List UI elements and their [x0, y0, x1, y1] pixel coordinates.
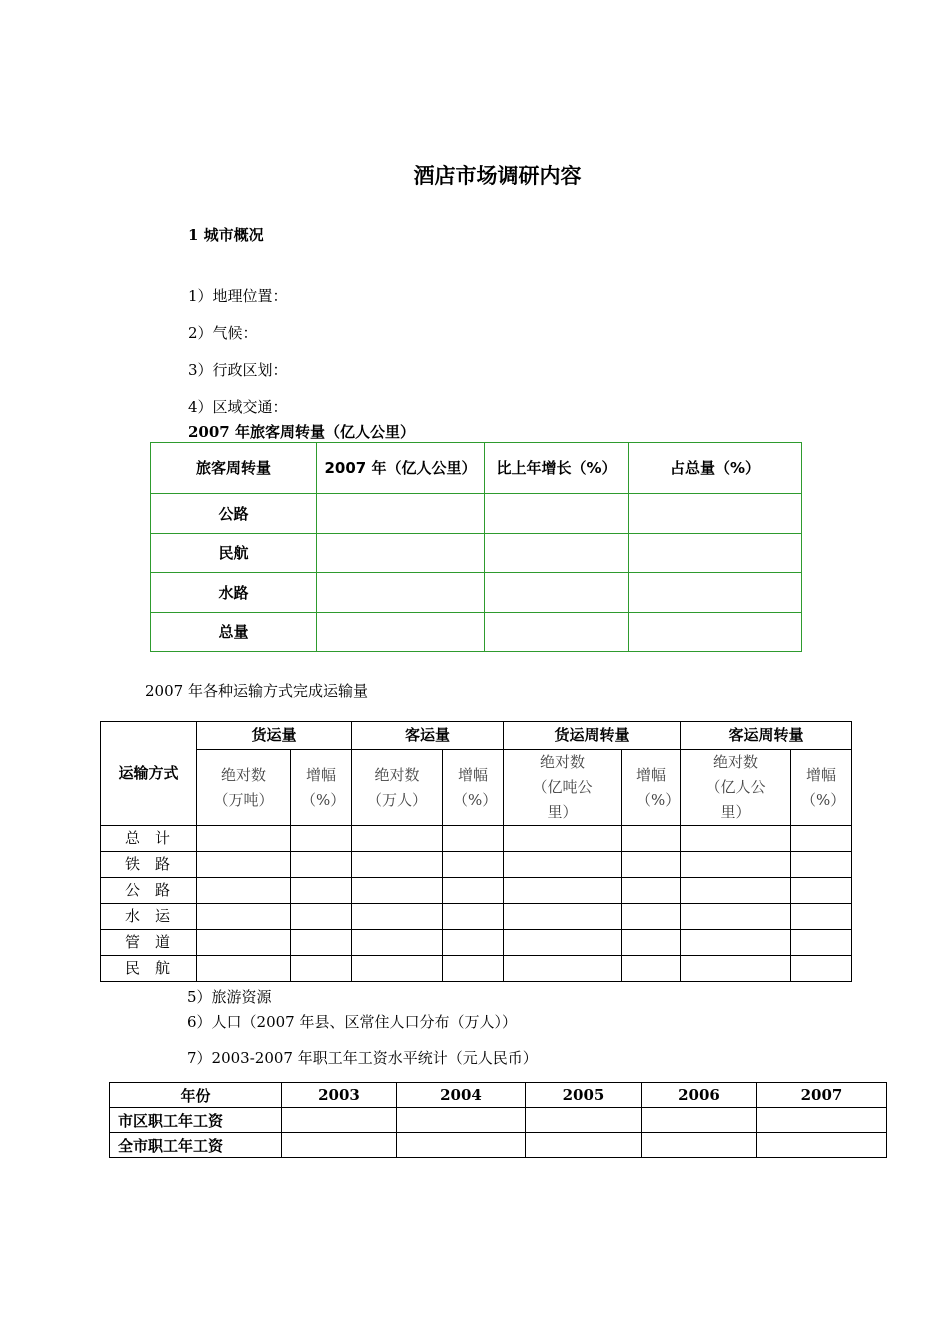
group-header: 客运周转量 [681, 722, 852, 750]
item-admin: 3）行政区划： [188, 361, 288, 379]
table1-header: 比上年增长（%） [485, 443, 629, 494]
item-climate: 2）气候： [188, 324, 258, 342]
year-cell: 2007 [757, 1083, 887, 1108]
year-cell: 2006 [642, 1083, 757, 1108]
table2-caption: 2007 年各种运输方式完成运输量 [145, 682, 368, 700]
table2-row-label: 水 运 [101, 904, 197, 930]
group-header: 货运周转量 [504, 722, 681, 750]
table1-row-label: 水路 [151, 573, 317, 613]
page-title: 酒店市场调研内容 [413, 163, 582, 188]
table3-row-label: 市区职工年工资 [110, 1108, 282, 1133]
table2-row-label: 公 路 [101, 878, 197, 904]
sub-header: 增幅（%） [443, 750, 504, 826]
table2-row-label: 铁 路 [101, 852, 197, 878]
item-tourism: 5）旅游资源 [187, 988, 272, 1006]
item-location: 1）地理位置： [188, 287, 288, 305]
year-cell: 2005 [526, 1083, 642, 1108]
sub-header: 增幅（%） [791, 750, 852, 826]
year-cell: 2004 [397, 1083, 526, 1108]
group-header: 货运量 [197, 722, 352, 750]
table3-row-label: 全市职工年工资 [110, 1133, 282, 1158]
wage-table [109, 1082, 887, 1158]
transport-volume-table [100, 721, 852, 982]
table2-row-label: 总 计 [101, 826, 197, 852]
table1-row-label: 民航 [151, 534, 317, 573]
sub-header: 增幅（%） [291, 750, 352, 826]
sub-header: 绝对数（亿人公里） [681, 750, 791, 826]
sub-header: 绝对数（万人） [352, 750, 443, 826]
item-traffic: 4）区域交通： [188, 398, 288, 416]
mode-header: 运输方式 [101, 722, 197, 826]
group-header: 客运量 [352, 722, 504, 750]
sub-header: 绝对数（万吨） [197, 750, 291, 826]
sub-header: 绝对数（亿吨公里） [504, 750, 622, 826]
table1-header: 旅客周转量 [151, 443, 317, 494]
table1-header: 2007 年（亿人公里） [317, 443, 485, 494]
table1-row-label: 总量 [151, 613, 317, 652]
item-population: 6）人口（2007 年县、区常住人口分布（万人）） [187, 1013, 517, 1031]
section-heading: 1 城市概况 [188, 226, 264, 244]
table2-row-label: 民 航 [101, 956, 197, 982]
table1-row-label: 公路 [151, 494, 317, 534]
year-header: 年份 [110, 1083, 282, 1108]
table1-caption: 2007 年旅客周转量（亿人公里） [188, 423, 415, 441]
table2-row-label: 管 道 [101, 930, 197, 956]
passenger-turnover-table [150, 442, 802, 652]
item-wages: 7）2003-2007 年职工年工资水平统计（元人民币） [187, 1049, 538, 1067]
year-cell: 2003 [282, 1083, 397, 1108]
sub-header: 增幅（%） [622, 750, 681, 826]
table1-header: 占总量（%） [629, 443, 802, 494]
